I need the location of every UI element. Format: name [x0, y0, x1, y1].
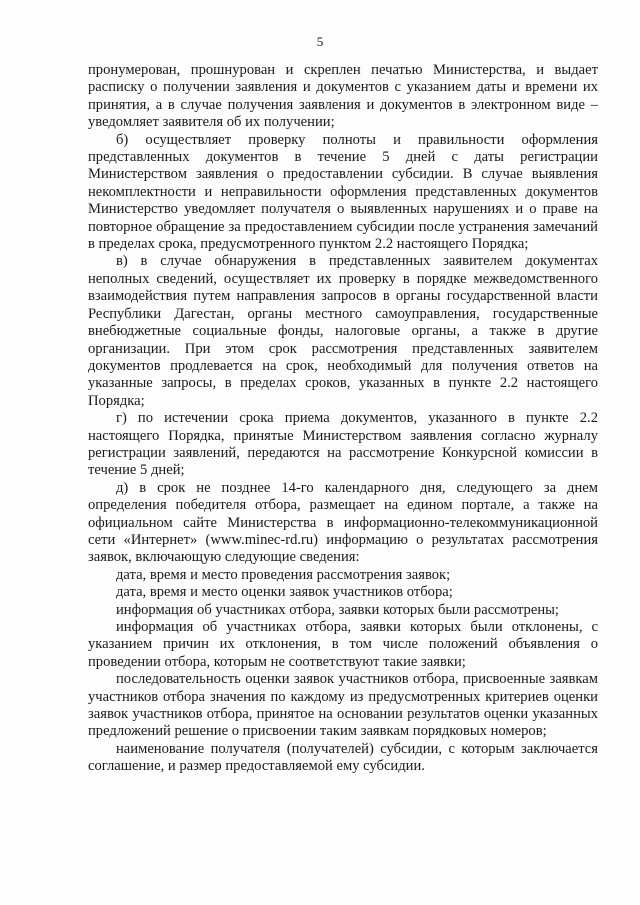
info-item-review-date: дата, время и место проведения рассмотрения заявок; [116, 566, 451, 583]
paragraph-item-d: д) в срок не позднее 14-го календарного дня, следующего за днем определения победителя отбора, размещает на едином портале, а также на официальном сайте Министерства в информационно-телекоммуникационной сети «Интернет» (www.minec-rd.ru) информацию о результатах рассмотрения заявок, включающую следующие сведения: [88, 479, 598, 566]
info-item-recipient: наименование получателя (получателей) субсидии, с которым заключается соглашение, и размер предоставляемой ему субсидии. [88, 740, 598, 775]
paragraph-continuation: пронумерован, прошнурован и скреплен печатью Министерства, и выдает расписку о получении заявления и документов с указанием даты и времени их принятия, а в случае получения заявления и документов в электронном виде – уведомляет заявителя об их получении; [88, 62, 598, 131]
paragraph-item-b: б) осуществляет проверку полноты и правильности оформления представленных документов в течение 5 дней с даты регистрации Министерством заявления о предоставлении субсидии. В случае выявления некомплектности и неправильности оформления представленных документов Министерство уведомляет получателя о выявленных нарушениях и о праве на повторное обращение за предоставлением субсидии после устранения замечаний в пределах срока, предусмотренного пунктом 2.2 настоящего Порядка; [88, 131, 598, 253]
document-body [88, 62, 598, 776]
paragraph-item-v: в) в случае обнаружения в представленных заявителем документах неполных сведений, осуществляет их проверку в порядке межведомственного взаимодействия путем направления запросов в органы государственной власти Республики Дагестан, органы местного самоуправления, государственные внебюджетные социальные фонды, налоговые органы, а также в другие организации. При этом срок рассмотрения представленных заявителем документов продлевается на срок, необходимый для получения ответов на указанные запросы, в пределах сроков, указанных в пункте 2.2 настоящего Порядка; [88, 253, 598, 409]
info-item-evaluation-sequence: последовательность оценки заявок участников отбора, присвоенные заявкам участников отбора значения по каждому из предусмотренных критериев оценки заявок участников отбора, принятое на основании результатов оценки указанных предложений решение о присвоении таким заявкам порядковых номеров; [88, 671, 598, 740]
info-item-reviewed-participants: информация об участниках отбора, заявки которых были рассмотрены; [116, 601, 559, 618]
info-item-rejected-participants: информация об участниках отбора, заявки которых были отклонены, с указанием причин их отклонения, в том числе положений объявления о проведении отбора, которым не соответствуют такие заявки; [88, 619, 598, 670]
page-number: 5 [316, 34, 324, 49]
paragraph-item-g: г) по истечении срока приема документов, указанного в пункте 2.2 настоящего Порядка, принятые Министерством заявления согласно журналу регистрации заявлений, передаются на рассмотрение Конкурсной комиссии в течение 5 дней; [88, 410, 598, 479]
info-item-evaluation-date: дата, время и место оценки заявок участников отбора; [116, 584, 453, 601]
